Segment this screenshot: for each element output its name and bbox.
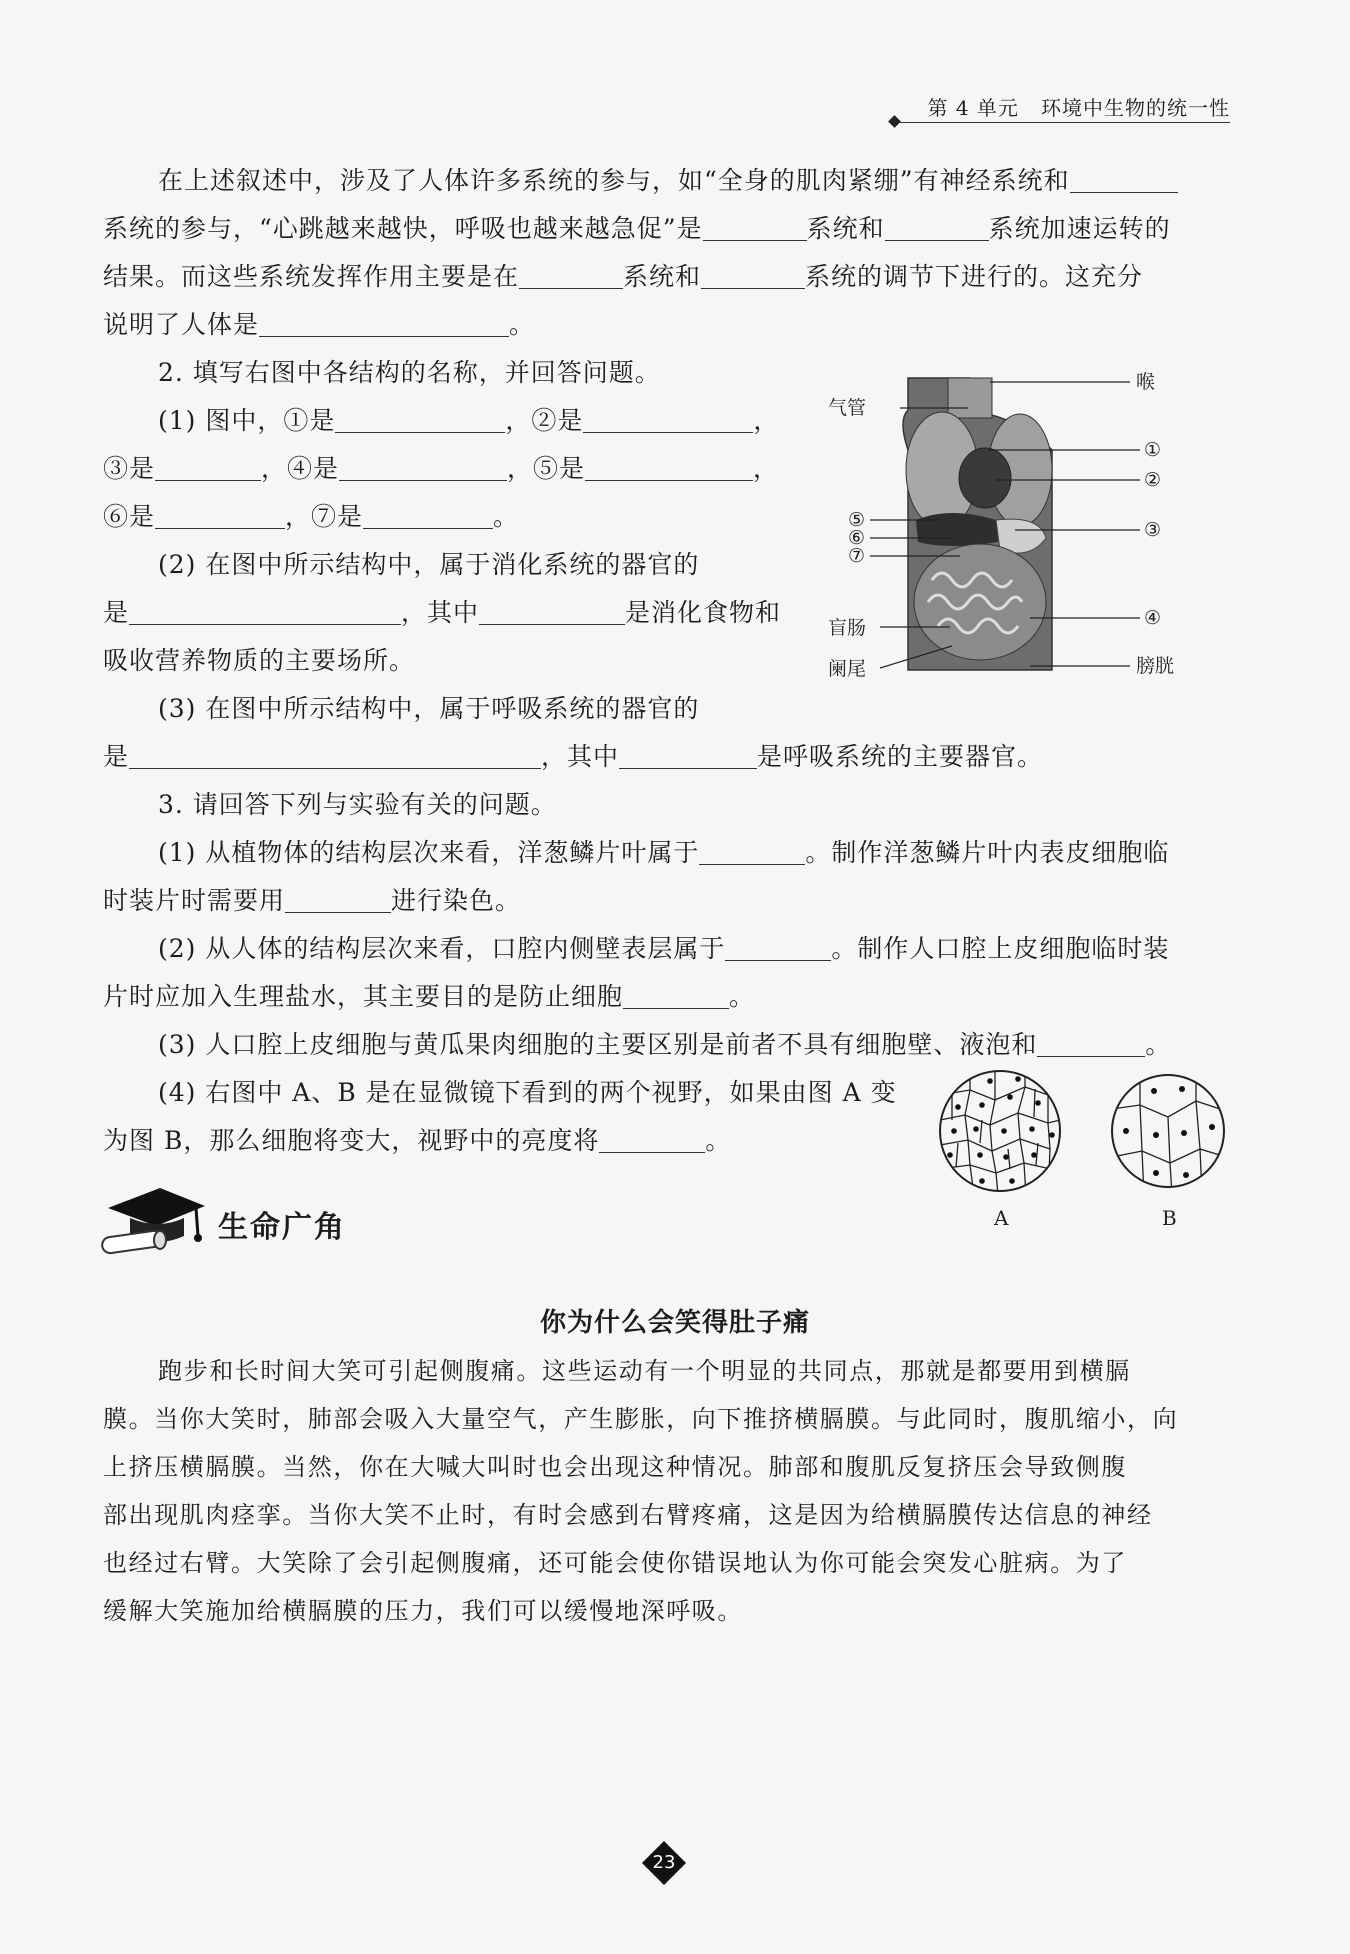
- q1-blank-1[interactable]: [1070, 168, 1178, 193]
- q3-part1-line1: (1) 从植物体的结构层次来看，洋葱鳞片叶属于 。制作洋葱鳞片叶内表皮细胞临: [158, 838, 1170, 867]
- q3-blank-4[interactable]: [623, 984, 729, 1009]
- q3-part1-line2: 时装片时需要用 进行染色。: [103, 886, 522, 915]
- q1-blank-5[interactable]: [701, 264, 805, 289]
- q2-blank-5[interactable]: [585, 456, 753, 481]
- header-diamond-icon: [888, 115, 901, 128]
- q3-blank-5[interactable]: [1037, 1032, 1145, 1057]
- q1-line-2: 系统的参与，“心跳越来越快，呼吸也越来越急促”是 系统和 系统加速运转的: [103, 214, 1171, 243]
- article-line-2: 膜。当你大笑时，肺部会吸入大量空气，产生膨胀，向下推挤横膈膜。与此同时，腹肌缩小，向: [103, 1405, 1179, 1433]
- label-n2: ②: [1144, 469, 1162, 491]
- field-a-label: A: [994, 1206, 1009, 1230]
- q3-part2-line1: (2) 从人体的结构层次来看，口腔内侧壁表层属于 。制作人口腔上皮细胞临时装: [158, 934, 1170, 963]
- q2-blank-7[interactable]: [363, 504, 493, 529]
- page-number-badge: [641, 1840, 687, 1886]
- label-mangchang: 盲肠: [828, 617, 867, 639]
- label-hou: 喉: [1136, 371, 1156, 393]
- q2-blank-11[interactable]: [619, 744, 757, 769]
- torso-illustration: [820, 370, 1240, 690]
- microscope-fields-figure: [930, 1065, 1230, 1235]
- q3-part2-line2: 片时应加入生理盐水，其主要目的是防止细胞 。: [103, 982, 756, 1011]
- field-a-circle: [940, 1071, 1060, 1191]
- label-n1: ①: [1144, 439, 1162, 461]
- article-line-6: 缓解大笑施加给横膈膜的压力，我们可以缓慢地深呼吸。: [103, 1597, 743, 1625]
- human-organs-figure: [820, 370, 1240, 690]
- q1-line-4: 说明了人体是 。: [103, 310, 536, 339]
- q2-part3-line2: 是 ，其中 是呼吸系统的主要器官。: [103, 742, 1044, 771]
- q1-blank-6[interactable]: [259, 312, 509, 337]
- q2-blank-8[interactable]: [129, 600, 401, 625]
- label-n7: ⑦: [848, 545, 866, 567]
- article-line-5: 也经过右臂。大笑除了会引起侧腹痛，还可能会使你错误地认为你可能会突发心脏病。为了: [103, 1549, 1127, 1577]
- article-title: 你为什么会笑得肚子痛: [539, 1308, 810, 1338]
- label-qiguan: 气管: [828, 397, 867, 419]
- q3-part4-line1: (4) 右图中 A、B 是在显微镜下看到的两个视野，如果由图 A 变: [158, 1078, 897, 1107]
- label-pangguang: 膀胱: [1136, 655, 1175, 677]
- q2-part2-line2: 是 ，其中 是消化食物和: [103, 598, 782, 627]
- label-n6: ⑥: [848, 527, 866, 549]
- q2-blank-10[interactable]: [129, 744, 541, 769]
- page-header: [890, 92, 1230, 126]
- article-line-3: 上挤压横膈膜。当然，你在大喊大叫时也会出现这种情况。肺部和腹肌反复挤压会导致侧腹: [103, 1453, 1127, 1481]
- q3-blank-1[interactable]: [699, 840, 805, 865]
- q1-blank-3[interactable]: [885, 216, 989, 241]
- q1-blank-2[interactable]: [703, 216, 807, 241]
- section-title: 生命广角: [218, 1210, 346, 1245]
- article-line-1: 跑步和长时间大笑可引起侧腹痛。这些运动有一个明显的共同点，那就是都要用到横膈: [158, 1357, 1131, 1385]
- q2-stem: 2. 填写右图中各结构的名称，并回答问题。: [158, 358, 661, 387]
- q3-blank-2[interactable]: [285, 888, 391, 913]
- header-title: 环境中生物的统一性: [1041, 96, 1230, 120]
- q2-blank-2[interactable]: [583, 408, 753, 433]
- q1-blank-4[interactable]: [519, 264, 623, 289]
- q2-blank-1[interactable]: [335, 408, 505, 433]
- q1-line-3: 结果。而这些系统发挥作用主要是在 系统和 系统的调节下进行的。这充分: [103, 262, 1144, 291]
- q3-part3-line1: (3) 人口腔上皮细胞与黄瓜果肉细胞的主要区别是前者不具有细胞壁、液泡和 。: [158, 1030, 1172, 1059]
- q2-part3-line1: (3) 在图中所示结构中，属于呼吸系统的器官的: [158, 694, 700, 723]
- label-n4: ④: [1144, 607, 1162, 629]
- article-line-4: 部出现肌肉痉挛。当你大笑不止时，有时会感到右臂疼痛，这是因为给横膈膜传达信息的神经: [103, 1501, 1153, 1529]
- q3-blank-3[interactable]: [725, 936, 831, 961]
- section-header: [100, 1180, 420, 1260]
- q3-stem: 3. 请回答下列与实验有关的问题。: [158, 790, 557, 819]
- q3-part4-line2: 为图 B，那么细胞将变大，视野中的亮度将 。: [103, 1126, 732, 1155]
- label-lanwei: 阑尾: [828, 658, 867, 680]
- label-n3: ③: [1144, 519, 1162, 541]
- q2-part2-line3: 吸收营养物质的主要场所。: [103, 646, 416, 675]
- page-number: 23: [652, 1852, 676, 1873]
- header-rule: [900, 122, 1230, 123]
- header-unit: 第 4 单元: [927, 96, 1019, 120]
- q2-part2-line1: (2) 在图中所示结构中，属于消化系统的器官的: [158, 550, 700, 579]
- q2-part1-line2: ③是 ，④是 ，⑤是 ，: [103, 454, 780, 483]
- microscope-fields: [930, 1065, 1230, 1235]
- q1-line-1: 在上述叙述中，涉及了人体许多系统的参与，如“全身的肌肉紧绷”有神经系统和: [158, 166, 1178, 196]
- graduation-cap-icon: [100, 1180, 210, 1260]
- q2-blank-4[interactable]: [339, 456, 507, 481]
- q2-blank-3[interactable]: [155, 456, 261, 481]
- field-b-label: B: [1162, 1206, 1177, 1230]
- q2-blank-6[interactable]: [155, 504, 285, 529]
- q3-blank-6[interactable]: [599, 1128, 705, 1153]
- q2-part1-line3: ⑥是 ，⑦是 。: [103, 502, 520, 531]
- q2-blank-9[interactable]: [479, 600, 625, 625]
- label-n5: ⑤: [848, 509, 866, 531]
- field-b-cells: [1112, 1070, 1226, 1195]
- q2-part1-line1: (1) 图中，①是 ，②是 ，: [158, 406, 780, 435]
